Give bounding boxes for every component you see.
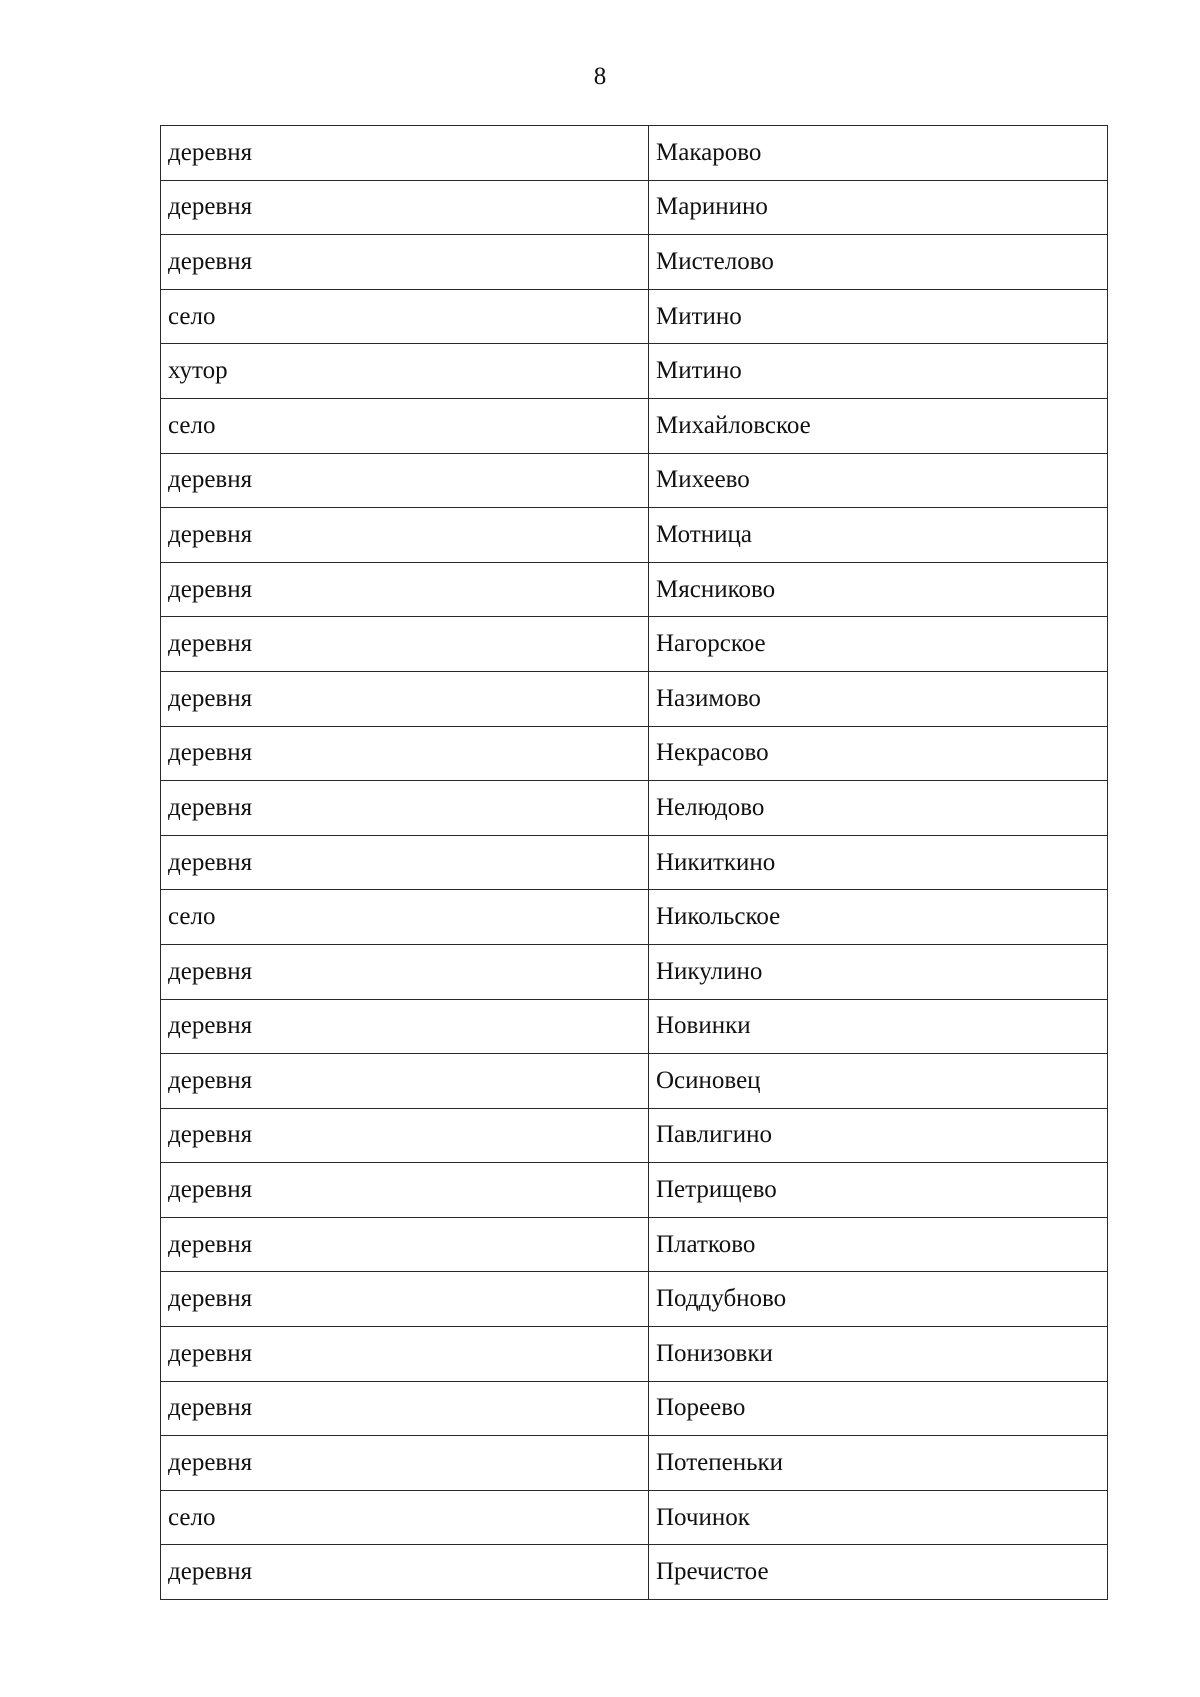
settlement-name-cell: Михеево	[649, 453, 1108, 508]
settlement-type-cell: деревня	[161, 235, 649, 290]
settlement-name-cell: Макарово	[649, 126, 1108, 181]
settlement-type-cell: деревня	[161, 1545, 649, 1600]
table-row	[161, 1381, 1108, 1436]
table-row	[161, 1108, 1108, 1163]
settlement-name-cell: Осиновец	[649, 1054, 1108, 1109]
settlement-type-cell: деревня	[161, 671, 649, 726]
settlement-name-cell: Починок	[649, 1490, 1108, 1545]
settlement-type-cell: деревня	[161, 617, 649, 672]
table-row	[161, 562, 1108, 617]
settlement-type-cell: деревня	[161, 562, 649, 617]
settlement-type-cell: село	[161, 289, 649, 344]
settlement-type-cell: деревня	[161, 1381, 649, 1436]
settlement-name-cell: Платково	[649, 1217, 1108, 1272]
settlement-name-cell: Никулино	[649, 944, 1108, 999]
settlement-name-cell: Мотница	[649, 508, 1108, 563]
table-row	[161, 1436, 1108, 1491]
settlement-type-cell: деревня	[161, 508, 649, 563]
table-row	[161, 1545, 1108, 1600]
table-row	[161, 726, 1108, 781]
settlement-name-cell: Никольское	[649, 890, 1108, 945]
table-row	[161, 1163, 1108, 1218]
settlement-name-cell: Мясниково	[649, 562, 1108, 617]
table-row	[161, 835, 1108, 890]
settlement-name-cell: Некрасово	[649, 726, 1108, 781]
settlement-type-cell: деревня	[161, 180, 649, 235]
table-row	[161, 1490, 1108, 1545]
settlement-name-cell: Потепеньки	[649, 1436, 1108, 1491]
settlement-type-cell: деревня	[161, 944, 649, 999]
settlement-type-cell: хутор	[161, 344, 649, 399]
settlement-type-cell: деревня	[161, 1054, 649, 1109]
table-row	[161, 781, 1108, 836]
page-number: 8	[593, 63, 607, 90]
settlement-name-cell: Митино	[649, 344, 1108, 399]
settlement-name-cell: Нагорское	[649, 617, 1108, 672]
settlement-type-cell: село	[161, 890, 649, 945]
settlement-name-cell: Павлигино	[649, 1108, 1108, 1163]
table-row	[161, 1217, 1108, 1272]
settlements-table	[160, 125, 1108, 1600]
settlement-name-cell: Новинки	[649, 999, 1108, 1054]
table-row	[161, 398, 1108, 453]
settlement-type-cell: село	[161, 1490, 649, 1545]
settlement-type-cell: деревня	[161, 453, 649, 508]
settlement-name-cell: Митино	[649, 289, 1108, 344]
settlement-type-cell: деревня	[161, 835, 649, 890]
settlement-name-cell: Понизовки	[649, 1327, 1108, 1382]
table-row	[161, 289, 1108, 344]
table-row	[161, 126, 1108, 181]
table-row	[161, 671, 1108, 726]
settlement-type-cell: деревня	[161, 1108, 649, 1163]
settlement-type-cell: деревня	[161, 781, 649, 836]
settlement-name-cell: Михайловское	[649, 398, 1108, 453]
settlement-name-cell: Мистелово	[649, 235, 1108, 290]
settlement-name-cell: Петрищево	[649, 1163, 1108, 1218]
table-row	[161, 344, 1108, 399]
settlement-name-cell: Пречистое	[649, 1545, 1108, 1600]
settlement-name-cell: Назимово	[649, 671, 1108, 726]
settlement-type-cell: деревня	[161, 126, 649, 181]
settlement-type-cell: деревня	[161, 1327, 649, 1382]
settlement-type-cell: деревня	[161, 1163, 649, 1218]
settlement-type-cell: село	[161, 398, 649, 453]
settlement-type-cell: деревня	[161, 1272, 649, 1327]
table-row	[161, 1272, 1108, 1327]
table-body	[161, 126, 1108, 1600]
settlement-type-cell: деревня	[161, 1217, 649, 1272]
settlement-name-cell: Нелюдово	[649, 781, 1108, 836]
table-row	[161, 944, 1108, 999]
table-row	[161, 999, 1108, 1054]
settlement-type-cell: деревня	[161, 999, 649, 1054]
table-row	[161, 1327, 1108, 1382]
table-row	[161, 180, 1108, 235]
settlement-name-cell: Поддубново	[649, 1272, 1108, 1327]
settlement-type-cell: деревня	[161, 726, 649, 781]
table-row	[161, 453, 1108, 508]
settlement-name-cell: Маринино	[649, 180, 1108, 235]
table-row	[161, 617, 1108, 672]
table-row	[161, 508, 1108, 563]
table-row	[161, 1054, 1108, 1109]
table-row	[161, 890, 1108, 945]
settlement-name-cell: Пореево	[649, 1381, 1108, 1436]
settlement-type-cell: деревня	[161, 1436, 649, 1491]
table-row	[161, 235, 1108, 290]
settlement-name-cell: Никиткино	[649, 835, 1108, 890]
